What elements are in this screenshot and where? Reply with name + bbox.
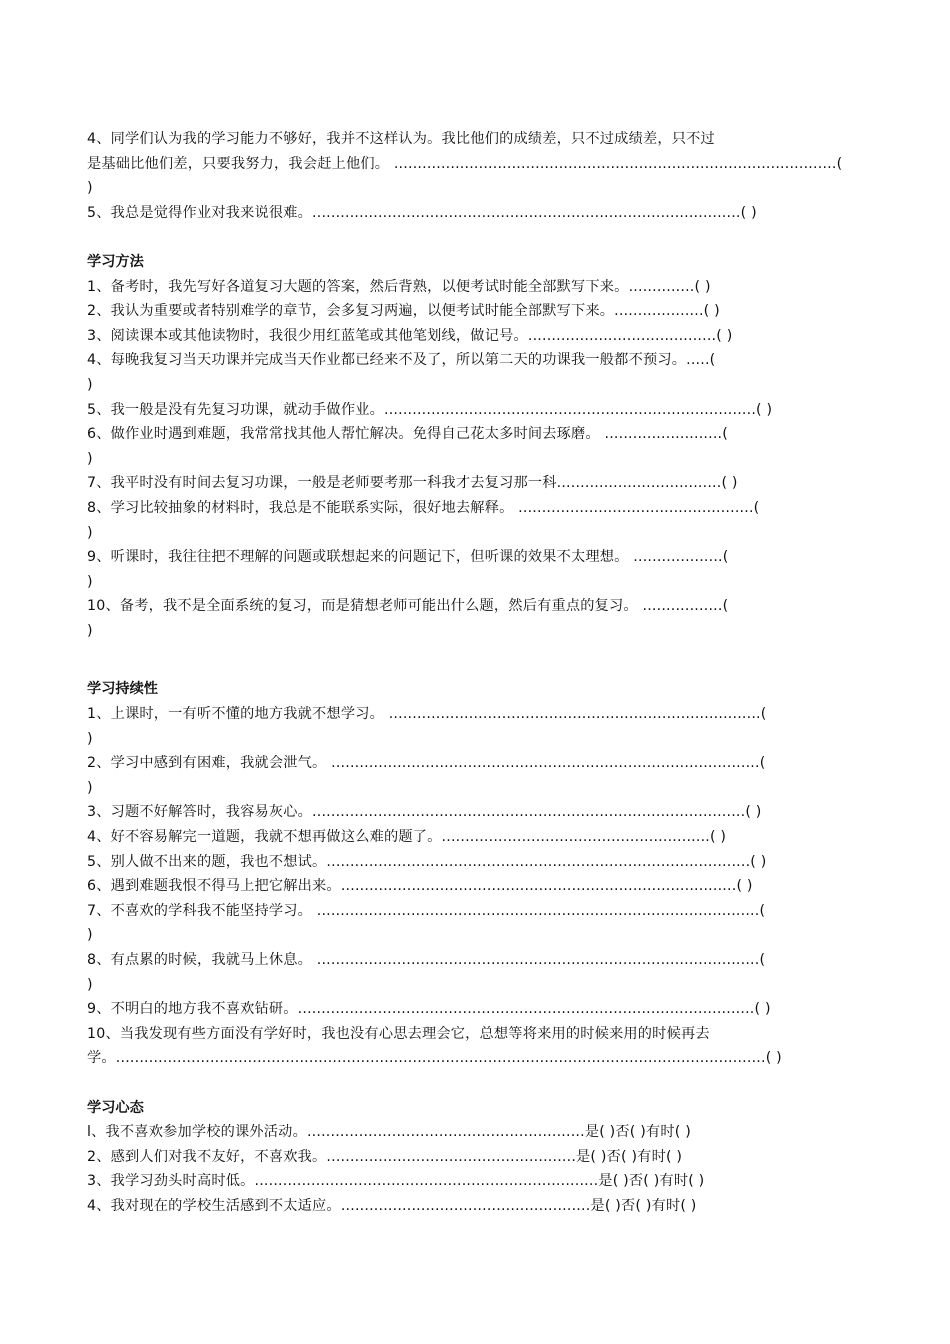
question-line: 9、听课时，我往往把不理解的问题或联想起来的问题记下，但听课的效果不太理想。 ...................( bbox=[87, 549, 729, 566]
question-line: 4、我对现在的学校生活感到不太适应。.....................................................是( )否( )有时( ) bbox=[87, 1197, 697, 1214]
question-line: 学。..........................................................................................................................................( ) bbox=[87, 1050, 782, 1067]
question-line: ) bbox=[87, 180, 93, 197]
question-line: 5、别人做不出来的题，我也不想试。..........................................................................................( ) bbox=[87, 853, 767, 870]
question-line: ) bbox=[87, 779, 93, 796]
question-line: ) bbox=[87, 573, 93, 590]
question-line: 10、当我发现有些方面没有学好时，我也没有心思去理会它，总想等将来用的时候来用的时候再去 bbox=[87, 1025, 710, 1042]
question-line: 3、习题不好解答时，我容易灰心。............................................................................................( ) bbox=[87, 804, 762, 821]
section-heading: 学习持续性 bbox=[87, 681, 158, 698]
question-line: 6、做作业时遇到难题，我常常找其他人帮忙解决。免得自己花太多时间去琢磨。 .........................( bbox=[87, 426, 728, 443]
question-line: 4、每晚我复习当天功课并完成当天作业都已经来不及了，所以第二天的功课我一般都不预习。.....( bbox=[87, 352, 716, 369]
question-line: 是基础比他们差，只要我努力，我会赶上他们。 ..............................................................................................( bbox=[87, 155, 843, 172]
question-line: 2、学习中感到有困难，我就会泄气。 ...........................................................................................( bbox=[87, 755, 766, 772]
section-spacer bbox=[87, 1071, 864, 1096]
question-line: 2、我认为重要或者特别难学的章节，会多复习两遍，以便考试时能全部默写下来。...................( ) bbox=[87, 303, 720, 320]
question-line: 4、好不容易解完一道题，我就不想再做这么难的题了。.........................................................( ) bbox=[87, 829, 727, 846]
question-line: 2、感到人们对我不友好，不喜欢我。.....................................................是( )否( )有时( ) bbox=[87, 1148, 683, 1165]
question-line: ) bbox=[87, 450, 93, 467]
question-line: 7、不喜欢的学科我不能坚持学习。 ..............................................................................................( bbox=[87, 902, 766, 919]
question-line: ) bbox=[87, 622, 93, 639]
question-line: 5、我一般是没有先复习功课，就动手做作业。...............................................................................( ) bbox=[87, 401, 773, 418]
document-page bbox=[87, 127, 864, 1219]
question-line: 8、有点累的时候，我就马上休息。 ..............................................................................................( bbox=[87, 952, 766, 968]
question-line: l、我不喜欢参加学校的课外活动。...........................................................是( )否( )有时( ) bbox=[87, 1124, 691, 1141]
question-line: 9、不明白的地方我不喜欢钻研。.................................................................................................( ) bbox=[87, 1001, 771, 1018]
question-line: 3、阅读课本或其他读物时，我很少用红蓝笔或其他笔划线，做记号。........................................( ) bbox=[87, 327, 733, 344]
question-line: ) bbox=[87, 976, 93, 993]
section-spacer bbox=[87, 225, 864, 250]
section-spacer bbox=[87, 643, 864, 677]
question-line: ) bbox=[87, 730, 93, 747]
question-line: ) bbox=[87, 927, 93, 944]
question-line: 1、上课时，一有听不懂的地方我就不想学习。 ...............................................................................( bbox=[87, 706, 767, 723]
question-line: 8、学习比较抽象的材料时，我总是不能联系实际，很好地去解释。 ..................................................( bbox=[87, 499, 760, 516]
question-line: 1、备考时，我先写好各道复习大题的答案，然后背熟，以便考试时能全部默写下来。..............( ) bbox=[87, 278, 711, 295]
question-line: 3、我学习劲头时高时低。.........................................................................是( )否( )有时( ) bbox=[87, 1173, 705, 1190]
question-line: 7、我平时没有时间去复习功课，一般是老师要考那一科我才去复习那一科...................................( ) bbox=[87, 475, 738, 492]
section-heading: 学习方法 bbox=[87, 253, 144, 270]
question-line: 4、同学们认为我的学习能力不够好，我并不这样认为。我比他们的成绩差，只不过成绩差，只不过 bbox=[87, 131, 715, 147]
question-line: 6、遇到难题我恨不得马上把它解出来。....................................................................................( ) bbox=[87, 878, 753, 895]
section-heading: 学习心态 bbox=[87, 1099, 144, 1116]
question-line: ) bbox=[87, 524, 93, 541]
question-line: ) bbox=[87, 376, 93, 393]
question-line: 5、我总是觉得作业对我来说很难。...........................................................................................( ) bbox=[87, 204, 757, 221]
question-line: 10、备考，我不是全面系统的复习，而是猜想老师可能出什么题，然后有重点的复习。 .................( bbox=[87, 598, 729, 615]
